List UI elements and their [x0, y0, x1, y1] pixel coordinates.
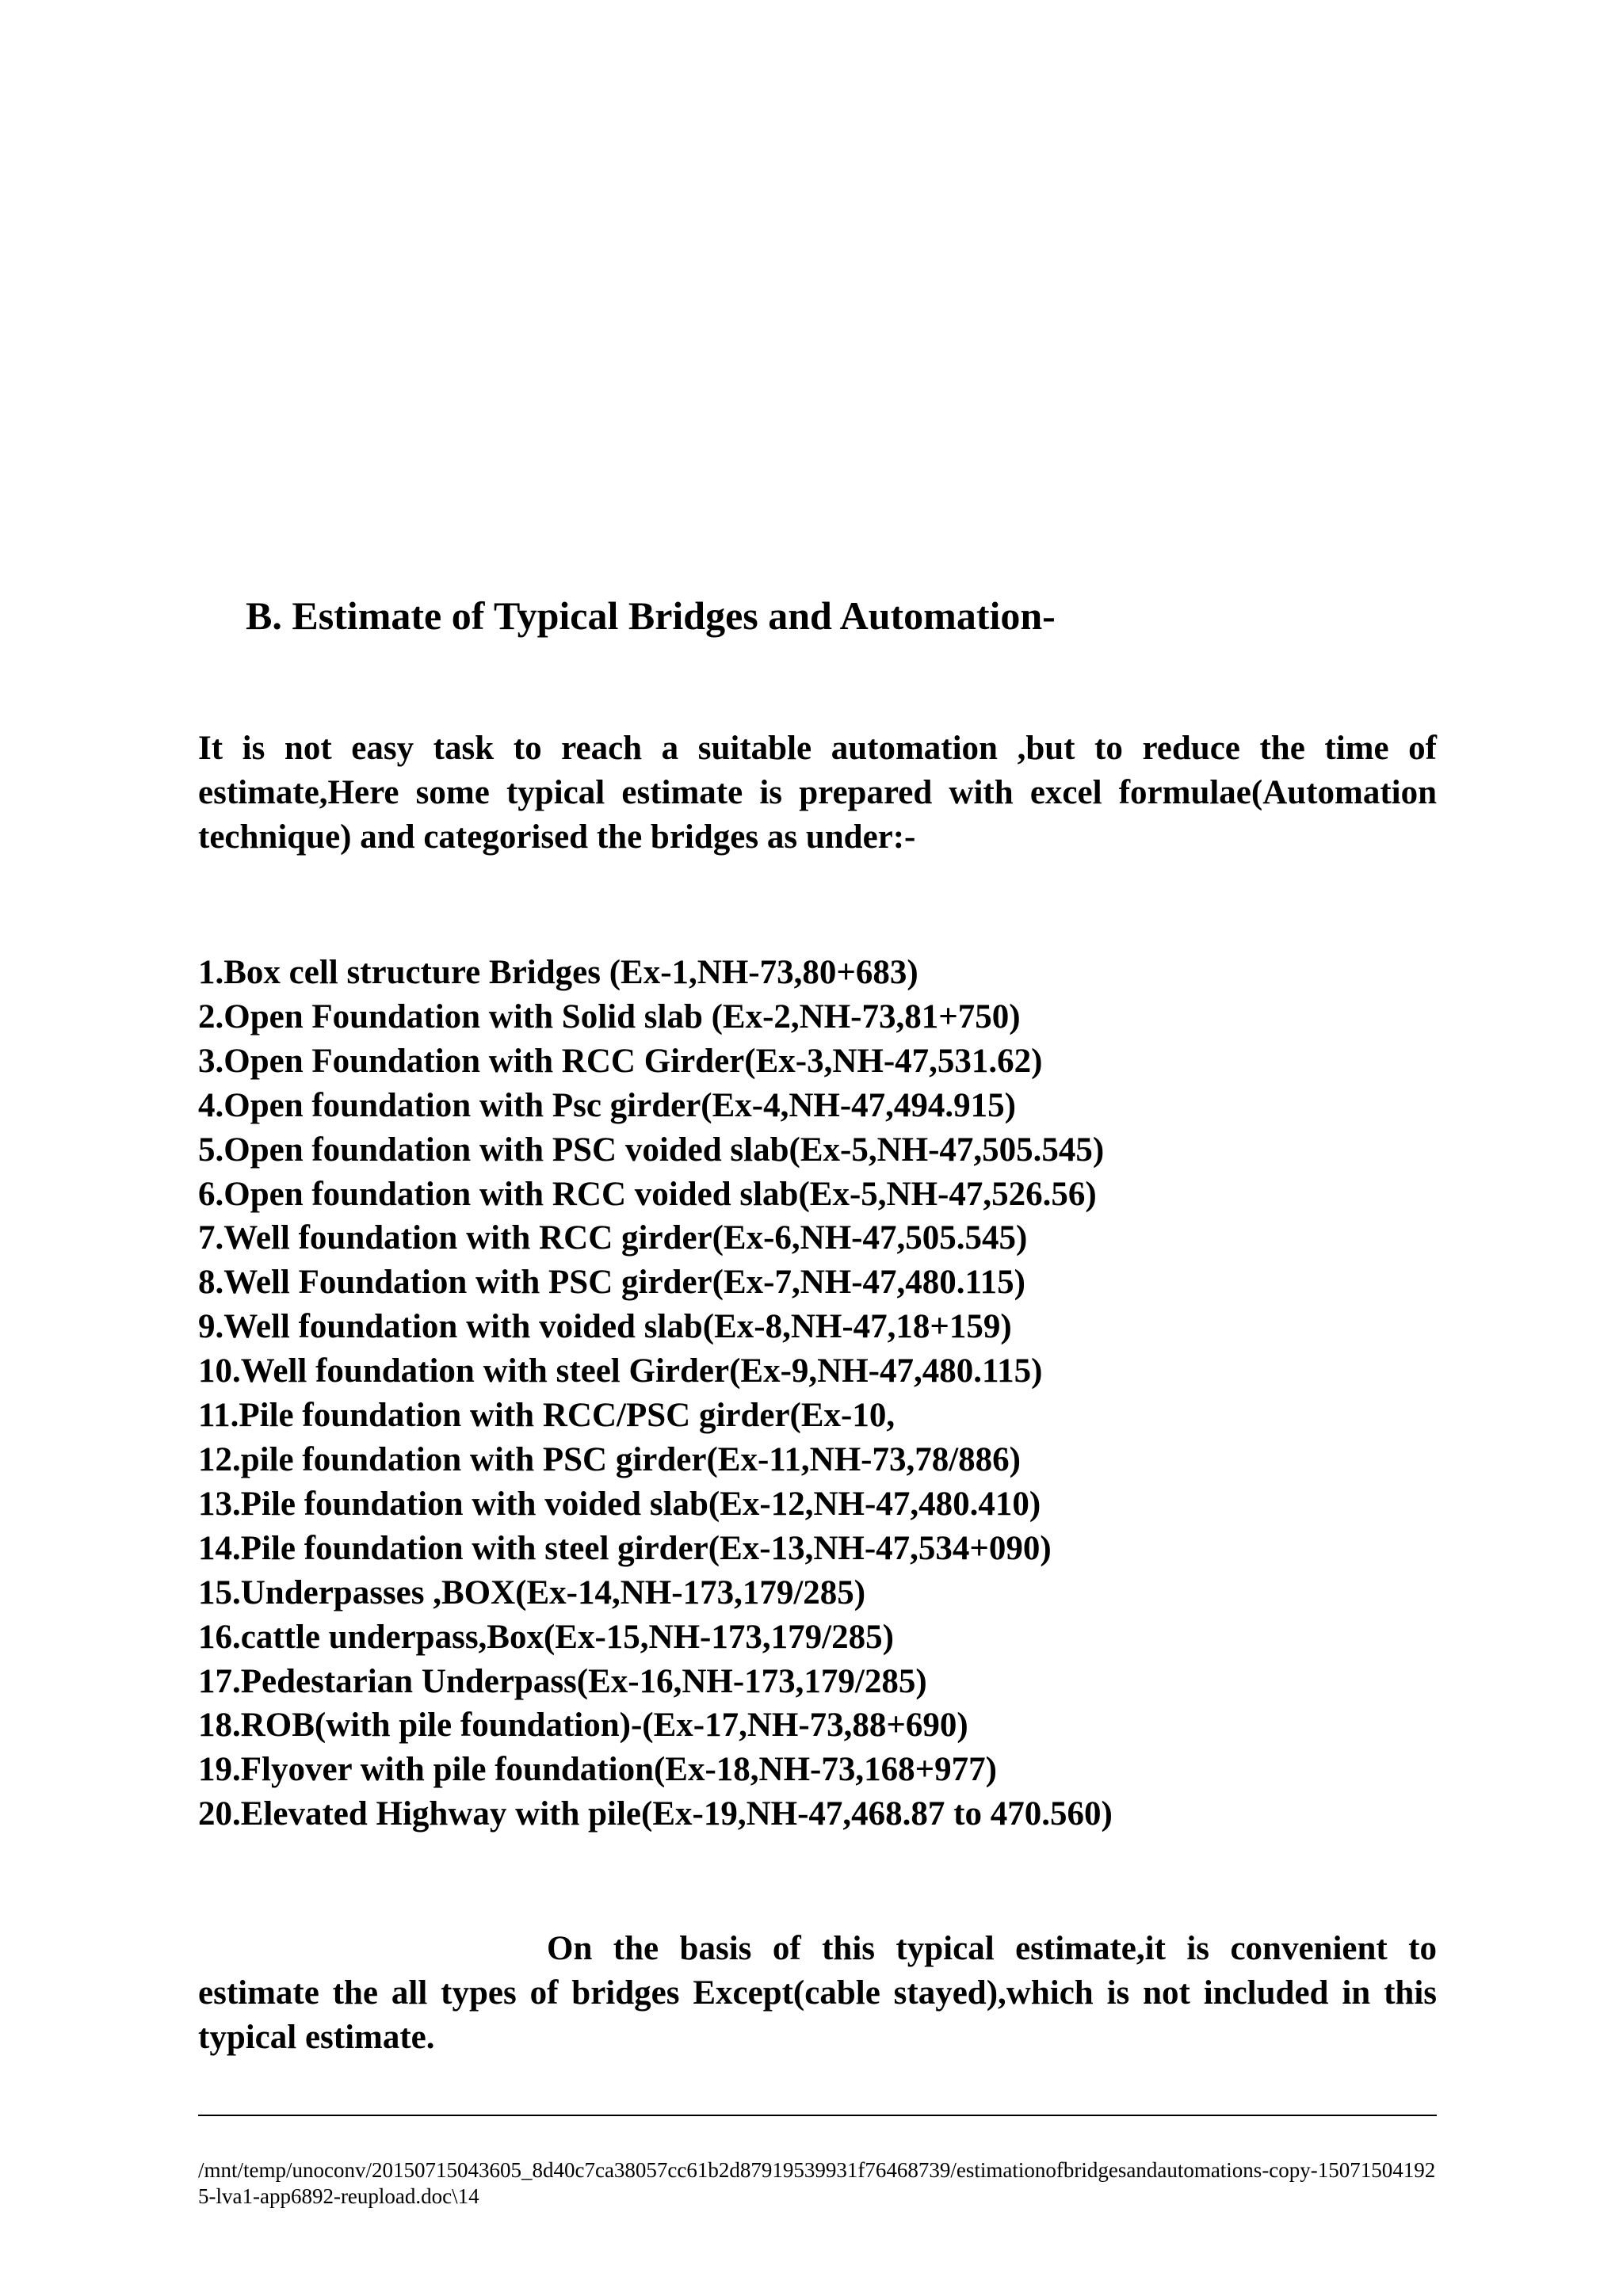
list-item: 6.Open foundation with RCC voided slab(Ex-5,NH-47,526.56) — [198, 1175, 1097, 1213]
footer-file-path: /mnt/temp/unoconv/20150715043605_8d40c7ca38057cc61b2d87919539931f76468739/estimationofbridgesandautomations-copy-150715041925-lva1-app6892-reupload.doc\14 — [198, 2158, 1436, 2208]
bridge-category-list — [198, 951, 1113, 1836]
list-item: 12.pile foundation with PSC girder(Ex-11,NH-73,78/886) — [198, 1440, 1022, 1478]
list-item: 13.Pile foundation with voided slab(Ex-12,NH-47,480.410) — [198, 1485, 1041, 1523]
list-item: 9.Well foundation with voided slab(Ex-8,NH-47,18+159) — [198, 1308, 1012, 1346]
list-item: 18.ROB(with pile foundation)-(Ex-17,NH-73,88+690) — [198, 1707, 968, 1745]
list-item: 1.Box cell structure Bridges (Ex-1,NH-73,80+683) — [198, 954, 918, 991]
list-item: 15.Underpasses ,BOX(Ex-14,NH-173,179/285) — [198, 1573, 866, 1611]
list-item: 19.Flyover with pile foundation(Ex-18,NH-73,168+977) — [198, 1751, 997, 1789]
list-item: 2.Open Foundation with Solid slab (Ex-2,NH-73,81+750) — [198, 997, 1021, 1035]
list-item: 17.Pedestarian Underpass(Ex-16,NH-173,179/285) — [198, 1662, 927, 1700]
list-item: 16.cattle underpass,Box(Ex-15,NH-173,179/285) — [198, 1618, 894, 1656]
footer-divider — [198, 2115, 1437, 2116]
list-item: 10.Well foundation with steel Girder(Ex-9,NH-47,480.115) — [198, 1352, 1043, 1390]
list-item: 8.Well Foundation with PSC girder(Ex-7,NH-47,480.115) — [198, 1264, 1025, 1302]
list-item: 5.Open foundation with PSC voided slab(Ex-5,NH-47,505.545) — [198, 1131, 1105, 1169]
closing-paragraph: On the basis of this typical estimate,it is convenient to estimate the all types of bridges Except(cable stayed),which is not included in this typical estimate. — [198, 1930, 1437, 2056]
list-item: 4.Open foundation with Psc girder(Ex-4,NH-47,494.915) — [198, 1086, 1016, 1124]
list-item: 14.Pile foundation with steel girder(Ex-13,NH-47,534+090) — [198, 1529, 1052, 1567]
section-heading: B. Estimate of Typical Bridges and Automation- — [246, 593, 1056, 638]
list-item: 11.Pile foundation with RCC/PSC girder(Ex-10, — [198, 1397, 896, 1435]
intro-paragraph: It is not easy task to reach a suitable automation ,but to reduce the time of estimate,Here some typical estimate is prepared with excel formulae(Automation technique) and categorised the bridges as under:- — [198, 730, 1437, 856]
list-item: 7.Well foundation with RCC girder(Ex-6,NH-47,505.545) — [198, 1219, 1028, 1257]
list-item: 20.Elevated Highway with pile(Ex-19,NH-47,468.87 to 470.560) — [198, 1795, 1113, 1833]
list-item: 3.Open Foundation with RCC Girder(Ex-3,NH-47,531.62) — [198, 1042, 1043, 1080]
